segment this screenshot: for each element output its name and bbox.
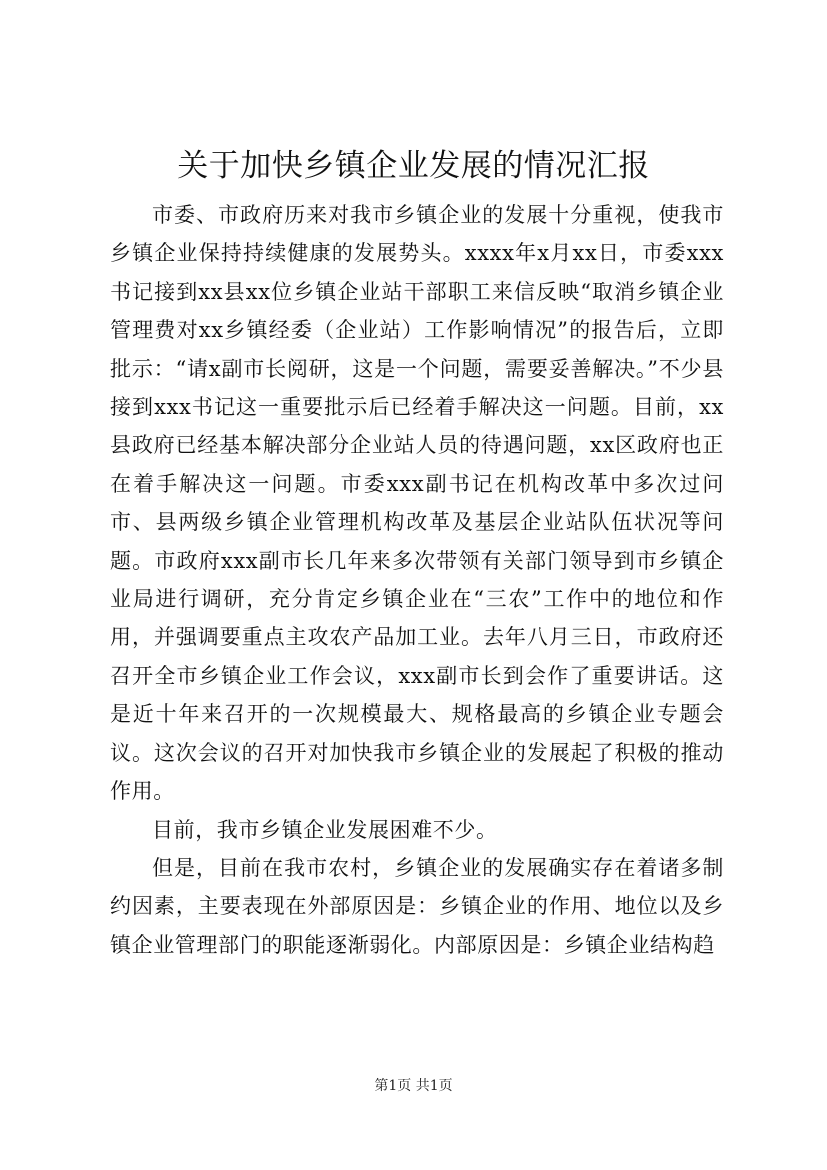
paragraph-2: 目前，我市乡镇企业发展困难不少。 xyxy=(152,817,498,842)
document-body xyxy=(110,196,724,964)
document-title: 关于加快乡镇企业发展的情况汇报 xyxy=(177,148,650,184)
paragraph-1: 市委、市政府历来对我市乡镇企业的发展十分重视，使我市乡镇企业保持持续健康的发展势头。xxxx年x月xx日，市委xxx书记接到xx县xx位乡镇企业站干部职工来信反映“取消乡镇企业管理费对xx乡镇经委（企业站）工作影响情况”的报告后，立即批示：“请x副市长阅研，这是一个问题，需要妥善解决。”不少县接到xxx书记这一重要批示后已经着手解决这一问题。目前，xx县政府已经基本解决部分企业站人员的待遇问题，xx区政府也正在着手解决这一问题。市委xxx副书记在机构改革中多次过问市、县两级乡镇企业管理机构改革及基层企业站队伍状况等问题。市政府xxx副市长几年来多次带领有关部门领导到市乡镇企业局进行调研，充分肯定乡镇企业在“三农”工作中的地位和作用，并强调要重点主攻农产品加工业。去年八月三日，市政府还召开全市乡镇企业工作会议，xxx副市长到会作了重要讲话。这是近十年来召开的一次规模最大、规格最高的乡镇企业专题会议。这次会议的召开对加快我市乡镇企业的发展起了积极的推动作用。 xyxy=(110,203,724,804)
page-number-footer: 第1页 共1页 xyxy=(374,1078,453,1094)
paragraph-3: 但是，目前在我市农村，乡镇企业的发展确实存在着诸多制约因素，主要表现在外部原因是：乡镇企业的作用、地位以及乡镇企业管理部门的职能逐渐弱化。内部原因是：乡镇企业结构趋 xyxy=(110,855,724,957)
